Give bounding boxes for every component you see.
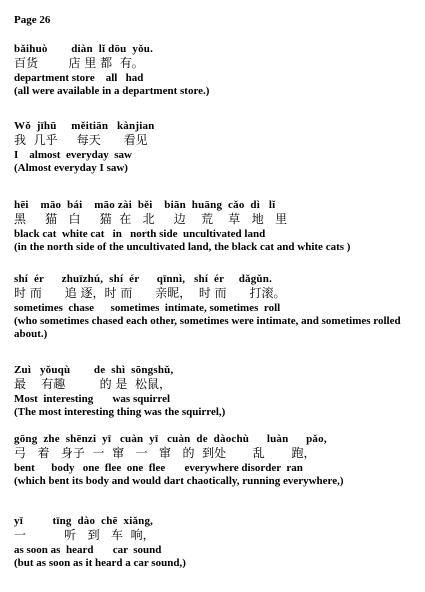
- sentence-block-6: [14, 432, 419, 488]
- pinyin-line: yī tīng dào chē xiǎng,: [14, 515, 154, 527]
- hanzi-line: 百货 店 里 都 有。: [14, 56, 144, 70]
- hanzi-line: 我 几乎 每天 看见: [14, 133, 148, 147]
- translation-line: (The most interesting thing was the squirrel,): [14, 406, 226, 418]
- pinyin-line: Zuì yǒuqù de shì sōngshǔ,: [14, 364, 174, 376]
- sentence-block-2: [14, 119, 419, 175]
- translation-line: (which bent its body and would dart chaotically, running everywhere,): [14, 475, 344, 487]
- pinyin-line: bǎihuò diàn lǐ dōu yǒu.: [14, 43, 154, 55]
- translation-line: (Almost everyday I saw): [14, 162, 128, 174]
- translation-line: (in the north side of the uncultivated land, the black cat and white cats ): [14, 241, 351, 253]
- gloss-line: I almost everyday saw: [14, 149, 132, 161]
- pinyin-line: hēi māo bái māo zài běi biān huāng cǎo dì lǐ: [14, 199, 276, 211]
- hanzi-line: 时 而 追 逐，时 而 亲昵， 时 而 打滚。: [14, 286, 286, 300]
- pinyin-line: shí ér zhuīzhú, shí ér qīnnì, shí ér dǎgǔn.: [14, 273, 273, 285]
- gloss-line: sometimes chase sometimes intimate, sometimes roll: [14, 302, 281, 314]
- hanzi-line: 弓 着 身子 一 窜 一 窜 的 到处 乱 跑，: [14, 446, 316, 460]
- pinyin-line: gōng zhe shēnzi yī cuàn yī cuàn de dàochù luàn pǎo,: [14, 433, 327, 445]
- sentence-block-5: [14, 363, 419, 419]
- page-title: Page 26: [14, 14, 51, 26]
- hanzi-line: 一 听 到 车 响，: [14, 528, 155, 542]
- translation-line: (who sometimes chased each other, sometimes were intimate, and sometimes rolled about.): [14, 315, 401, 340]
- gloss-line: black cat white cat in north side uncultivated land: [14, 228, 266, 240]
- sentence-block-4: [14, 272, 419, 341]
- hanzi-line: 黑 猫 白 猫 在 北 边 荒 草 地 里: [14, 212, 288, 226]
- sentence-block-7: [14, 514, 419, 570]
- translation-line: (but as soon as it heard a car sound,): [14, 557, 186, 569]
- sentence-block-1: [14, 42, 419, 98]
- translation-line: (all were available in a department store.): [14, 85, 210, 97]
- gloss-line: bent body one flee one flee everywhere disorder ran: [14, 462, 303, 474]
- sentence-block-3: [14, 198, 419, 254]
- gloss-line: as soon as heard car sound: [14, 544, 162, 556]
- pinyin-line: Wǒ jīhū měitiān kànjian: [14, 120, 155, 132]
- gloss-line: Most interesting was squirrel: [14, 393, 171, 405]
- hanzi-line: 最 有趣 的 是 松鼠，: [14, 377, 172, 391]
- gloss-line: department store all had: [14, 72, 144, 84]
